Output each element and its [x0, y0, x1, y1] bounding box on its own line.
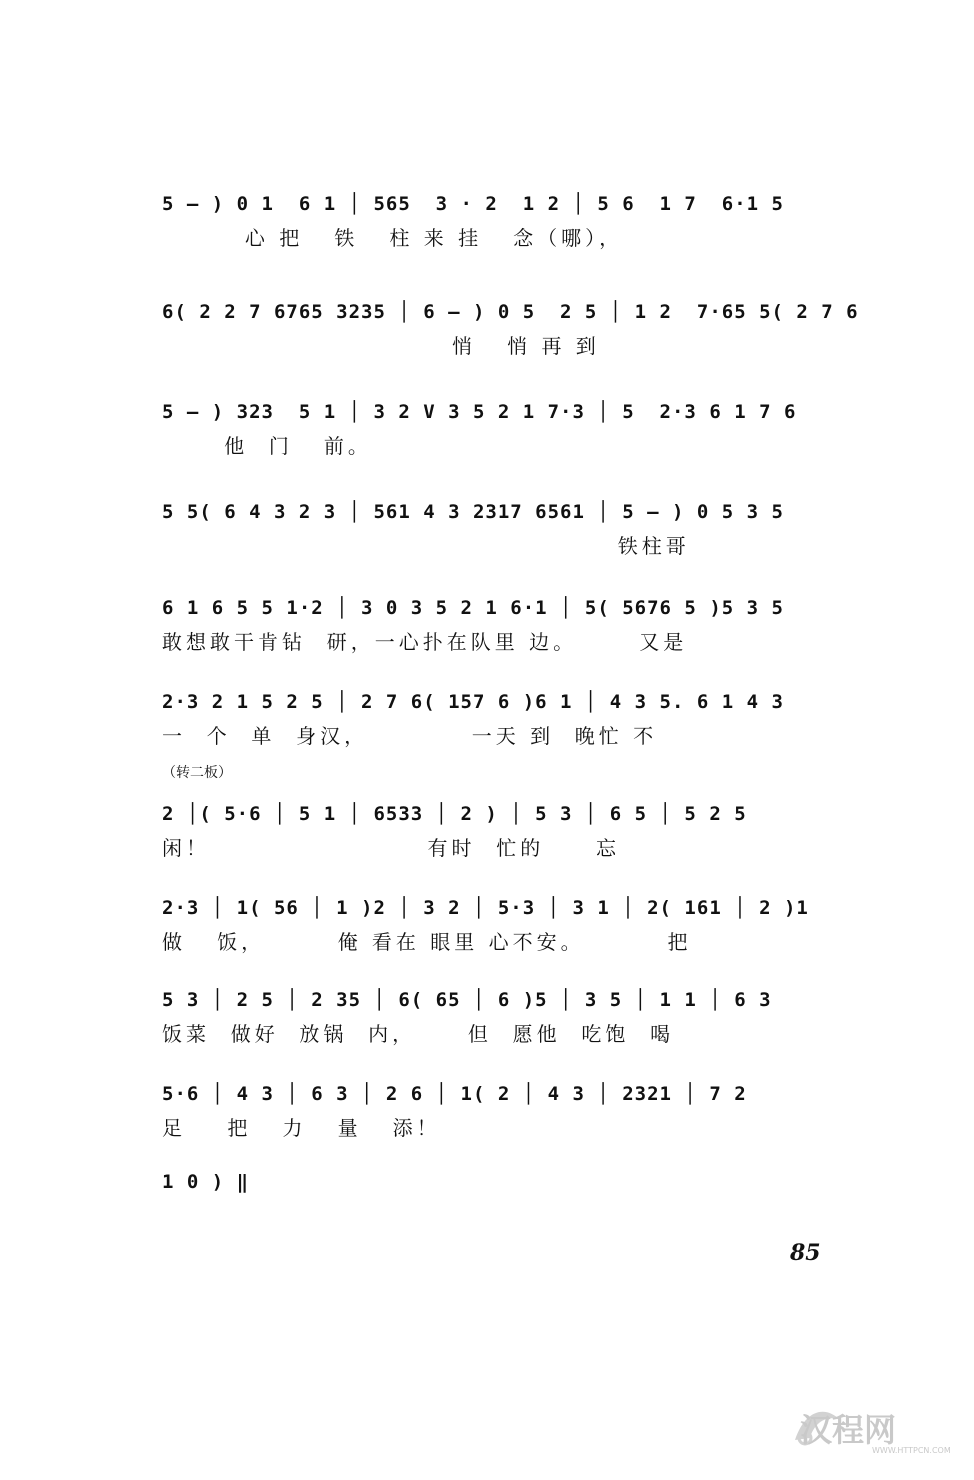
numbered-notation: 2 │( 5·6 │ 5 1 │ 6533 │ 2 ) │ 5 3 │ 6 5 │ 5 2 5 — [162, 803, 747, 825]
page-number: 85 — [790, 1240, 821, 1266]
numbered-notation: 5 5( 6 4 3 2 3 │ 561 4 3 2317 6561 │ 5 – ) 0 5 3 5 — [162, 501, 784, 523]
numbered-notation: 5 – ) 323 5 1 │ 3 2 V 3 5 2 1 7·3 │ 5 2·3 6 1 7 6 — [162, 401, 797, 423]
lyrics-line: 一 个 单 身汉， 一天 到 晚忙 不 — [162, 724, 658, 748]
numbered-notation: 6 1 6 5 5 1·2 │ 3 0 3 5 2 1 6·1 │ 5( 5676 5 )5 3 5 — [162, 597, 784, 619]
section-label: （转二板） — [162, 765, 232, 781]
lyrics-line: 悄 悄 再 到 — [162, 334, 600, 358]
lyrics-line: 足 把 力 量 添！ — [162, 1116, 441, 1140]
lyrics-line: 闲！ 有时 忙的 忘 — [162, 836, 621, 860]
numbered-notation: 5 3 │ 2 5 │ 2 35 │ 6( 65 │ 6 )5 │ 3 5 │ 1 1 │ 6 3 — [162, 989, 772, 1011]
numbered-notation: 2·3 │ 1( 56 │ 1 )2 │ 3 2 │ 5·3 │ 3 1 │ 2( 161 │ 2 )1 — [162, 897, 809, 919]
lyrics-line: 铁柱哥 — [162, 534, 690, 558]
lyrics-line: 饭菜 做好 放锅 内， 但 愿他 吃饱 喝 — [162, 1022, 675, 1046]
numbered-notation: 5 – ) 0 1 6 1 │ 565 3 · 2 1 2 │ 5 6 1 7 6·1 5 — [162, 193, 784, 215]
watermark-url: WWW.HTTPCN.COM — [872, 1446, 951, 1455]
lyrics-line: 做 饭， 俺 看在 眼里 心不安。 把 — [162, 930, 692, 954]
lyrics-line: 他 门 前。 — [162, 434, 372, 458]
lyrics-line: 心 把 铁 柱 来 挂 念（哪）， — [162, 226, 624, 250]
watermark-text: 汉程网 — [800, 1411, 897, 1449]
lyrics-line: 敢想敢干肯钻 研，一心扑在队里 边。 又是 — [162, 630, 688, 654]
numbered-notation: 2·3 2 1 5 2 5 │ 2 7 6( 157 6 )6 1 │ 4 3 5. 6 1 4 3 — [162, 691, 784, 713]
numbered-notation: 6( 2 2 7 6765 3235 │ 6 – ) 0 5 2 5 │ 1 2 7·65 5( 2 7 6 — [162, 301, 859, 323]
numbered-notation: 5·6 │ 4 3 │ 6 3 │ 2 6 │ 1( 2 │ 4 3 │ 2321 │ 7 2 — [162, 1083, 747, 1105]
numbered-notation: 1 0 ) ‖ — [162, 1171, 250, 1193]
